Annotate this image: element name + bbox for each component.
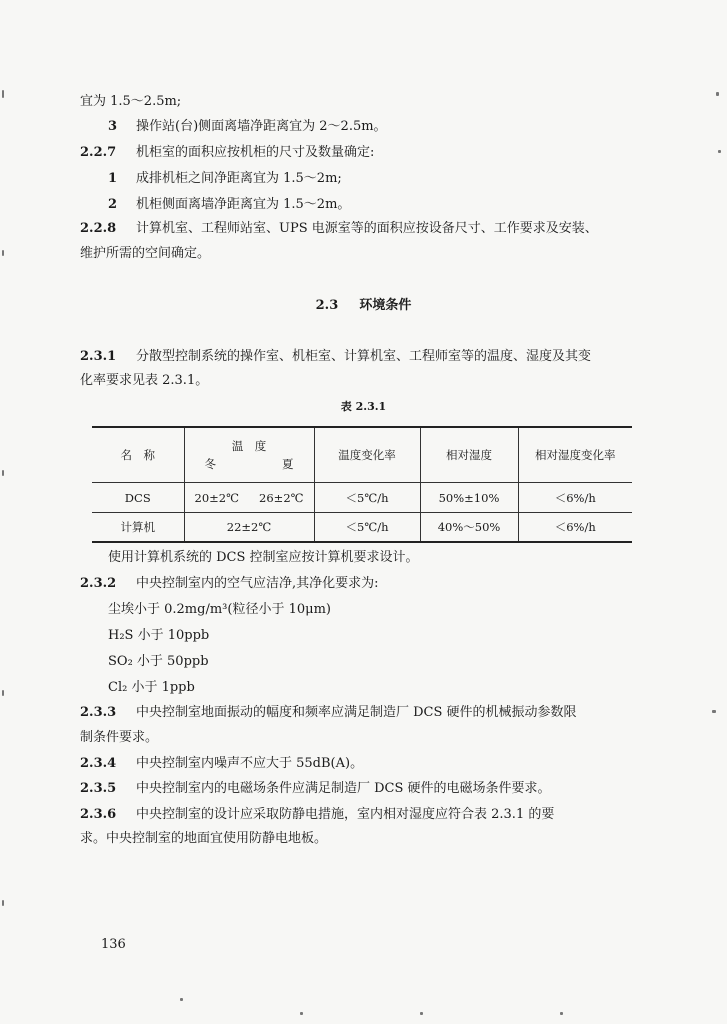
scan-speck (712, 710, 716, 713)
clause-text: 中央控制室的设计应采取防静电措施，室内相对湿度应符合表 2.3.1 的要 (136, 807, 555, 822)
cell-name: 计算机 (120, 520, 155, 534)
cell-temperature: 22±2℃ (184, 513, 314, 543)
table-row (92, 483, 632, 513)
scan-speck (716, 92, 719, 96)
environment-table (92, 426, 632, 543)
clause-continuation: 化率要求见表 2.3.1。 (80, 373, 209, 388)
clause-number: 2.3.2 (80, 576, 117, 591)
item-text: 机柜侧面离墙净距离宜为 1.5～2m。 (136, 197, 351, 212)
item-number: 3 (108, 119, 118, 134)
table-header-row (92, 427, 632, 483)
clause-text: 中央控制室地面振动的幅度和频率应满足制造厂 DCS 硬件的机械振动参数限 (136, 705, 577, 720)
clause-2-2-8 (80, 219, 598, 239)
clause-number: 2.2.7 (80, 145, 117, 160)
clause-text: 机柜室的面积应按机柜的尺寸及数量确定: (136, 145, 375, 160)
list-item (108, 117, 387, 137)
clause-text: 中央控制室内的电磁场条件应满足制造厂 DCS 硬件的电磁场条件要求。 (136, 781, 551, 796)
scan-speck (2, 690, 4, 696)
section-number: 2.3 (315, 298, 339, 313)
clause-continuation: 维护所需的空间确定。 (80, 246, 211, 261)
clause-number: 2.3.5 (80, 781, 117, 796)
scan-speck (300, 1012, 303, 1015)
scan-speck (2, 250, 4, 256)
scan-speck (2, 900, 4, 906)
scan-speck (2, 470, 4, 476)
list-item (108, 195, 350, 215)
scan-speck (718, 150, 721, 153)
cell-summer: 26±2℃ (259, 490, 304, 505)
clause-2-3-2 (80, 574, 379, 594)
clause-number: 2.2.8 (80, 221, 117, 236)
cell-humidity-rate: ＜6%/h (518, 513, 632, 543)
clause-2-3-5 (80, 779, 551, 799)
clause-2-2-7 (80, 143, 374, 163)
item-number: 1 (108, 171, 118, 186)
table-row (92, 513, 632, 543)
cell-name: DCS (92, 483, 184, 513)
header-temp-rate: 温度变化率 (314, 427, 420, 483)
clause-number: 2.3.4 (80, 756, 117, 771)
cell-humidity-rate: ＜6%/h (518, 483, 632, 513)
cell-temp-rate: ＜5℃/h (314, 483, 420, 513)
cell-temperature (184, 483, 314, 513)
section-title: 环境条件 (359, 298, 412, 313)
clause-number: 2.3.1 (80, 349, 117, 364)
purity-item: SO₂ 小于 50ppb (108, 654, 209, 669)
item-text: 成排机柜之间净距离宜为 1.5～2m; (136, 171, 342, 186)
clause-text: 计算机室、工程师站室、UPS 电源室等的面积应按设备尺寸、工作要求及安装、 (136, 221, 598, 236)
header-temperature (184, 427, 314, 483)
clause-continuation: 求。中央控制室的地面宜使用防静电地板。 (80, 831, 328, 846)
scan-speck (2, 90, 4, 98)
clause-continuation: 制条件要求。 (80, 730, 159, 745)
clause-text: 中央控制室内噪声不应大于 55dB(A)。 (136, 756, 364, 771)
scan-speck (180, 998, 183, 1001)
cell-temp-rate: ＜5℃/h (314, 513, 420, 543)
clause-2-3-1 (80, 347, 591, 367)
purity-item: Cl₂ 小于 1ppb (108, 680, 195, 695)
item-text: 操作站(台)侧面离墙净距离宜为 2～2.5m。 (136, 119, 387, 134)
header-temp-label: 温 度 (231, 439, 267, 453)
purity-item: 尘埃小于 0.2mg/m³(粒径小于 10μm) (108, 602, 331, 617)
clause-2-3-4 (80, 754, 363, 774)
clause-2-3-6 (80, 805, 554, 825)
scan-speck (560, 1012, 563, 1015)
table-note: 使用计算机系统的 DCS 控制室应按计算机要求设计。 (108, 550, 419, 565)
header-humidity-rate: 相对湿度变化率 (518, 427, 632, 483)
section-heading (0, 296, 727, 316)
clause-text: 中央控制室内的空气应洁净,其净化要求为: (136, 576, 379, 591)
cell-humidity: 40%～50% (420, 513, 518, 543)
table-caption: 表 2.3.1 (340, 400, 387, 413)
header-winter: 冬 (204, 457, 216, 471)
header-name: 名 称 (92, 427, 184, 483)
header-summer: 夏 (282, 457, 294, 471)
cell-winter: 20±2℃ (194, 490, 239, 505)
cell-humidity: 50%±10% (420, 483, 518, 513)
clause-2-3-3 (80, 703, 577, 723)
text-line: 宜为 1.5～2.5m; (80, 94, 182, 109)
scan-speck (420, 1012, 423, 1015)
list-item (108, 169, 342, 189)
header-humidity: 相对湿度 (420, 427, 518, 483)
clause-number: 2.3.3 (80, 705, 117, 720)
item-number: 2 (108, 197, 118, 212)
page-number: 136 (101, 937, 126, 952)
purity-item: H₂S 小于 10ppb (108, 628, 210, 643)
clause-number: 2.3.6 (80, 807, 117, 822)
clause-text: 分散型控制系统的操作室、机柜室、计算机室、工程师室等的温度、湿度及其变 (136, 349, 592, 364)
